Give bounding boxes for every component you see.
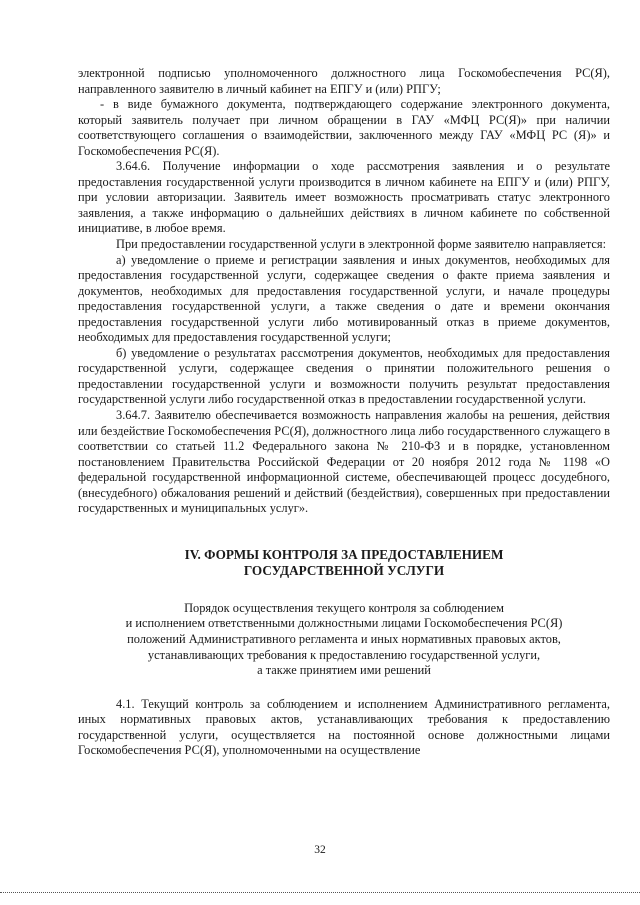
- subsection-heading-line-4: устанавливающих требования к предоставлению государственной услуги,: [147, 647, 541, 662]
- subsection-heading-line-2: и исполнением ответственными должностными лицами Госкомобеспечения РС(Я): [125, 616, 563, 631]
- document-page: [78, 66, 610, 759]
- page-number: 32: [314, 844, 326, 856]
- paragraph-item-a: а) уведомление о приеме и регистрации заявления и иных документов, необходимых для предоставления государственной услуги, содержащее сведения о факте приема заявления и документов, необходимых для предоставления государственной услуги, и начале процедуры предоставления государственной услуги, а также сведения о дате и времени окончания предоставления государственной услуги либо мотивированный отказ в приеме документов, необходимых для предоставления государственной услуги;: [78, 252, 610, 345]
- scan-edge-line: [0, 892, 640, 893]
- section-heading: [78, 547, 610, 579]
- subsection-heading: [78, 601, 610, 679]
- subsection-heading-line-3: положений Административного регламента и иных нормативных правовых актов,: [127, 632, 561, 647]
- subsection-heading-line-5: а также принятием ими решений: [257, 663, 431, 678]
- paragraph-3-64-7: 3.64.7. Заявителю обеспечивается возможность направления жалобы на решения, действия или бездействие Госкомобеспечения РС(Я), должностного лица либо государственного служащего в соответствии со статьей 11.2 Федерального закона № 210-ФЗ и в порядке, установленном постановлением Правительства Российской Федерации от 20 ноября 2012 года № 1198 «О федеральной государственной информационной системе, обеспечивающей процесс досудебного, (внесудебного) обжалования решений и действий (бездействия), совершенных при предоставлении государственных и муниципальных услуг».: [78, 408, 610, 516]
- paragraph-paper-document: - в виде бумажного документа, подтверждающего содержание электронного документа, который заявитель получает при личном обращении в ГАУ «МФЦ РС(Я)» при наличии соответствующего соглашения о взаимодействии, заключенного между ГАУ «МФЦ РС (Я)» и Госкомобеспечения РС(Я).: [78, 97, 610, 158]
- section-heading-line-2: ГОСУДАРСТВЕННОЙ УСЛУГИ: [243, 562, 445, 578]
- section-heading-line-1: IV. ФОРМЫ КОНТРОЛЯ ЗА ПРЕДОСТАВЛЕНИЕМ: [184, 546, 504, 562]
- paragraph-4-1: 4.1. Текущий контроль за соблюдением и исполнением Административного регламента, иных нормативных правовых актов, устанавливающих требования к предоставлению государственной услуги, осуществляется на постоянной основе должностными лицами Госкомобеспечения РС(Я), уполномоченными на осуществление: [78, 696, 610, 758]
- subsection-heading-line-1: Порядок осуществления текущего контроля за соблюдением: [184, 600, 504, 615]
- paragraph-notifications-intro: При предоставлении государственной услуги в электронной форме заявителю направляется:: [116, 237, 607, 252]
- paragraph-3-64-6: 3.64.6. Получение информации о ходе рассмотрения заявления и о результате предоставления государственной услуги производится в личном кабинете на ЕПГУ и (или) РПГУ, при условии авторизации. Заявитель имеет возможность просматривать статус электронного заявления, а также информацию о дальнейших действиях в личном кабинете по собственной инициативе, в любое время.: [78, 159, 610, 236]
- paragraph-continuation: электронной подписью уполномоченного должностного лица Госкомобеспечения РС(Я), направленного заявителю в личный кабинет на ЕПГУ и (или) РПГУ;: [78, 66, 610, 96]
- paragraph-item-b: б) уведомление о результатах рассмотрения документов, необходимых для предоставления государственной услуги, содержащее сведения о принятии положительного решения о предоставлении государственной услуги и возможности получить результат предоставления государственной услуги либо государственной отказ в предоставлении государственной услуги.: [78, 345, 610, 407]
